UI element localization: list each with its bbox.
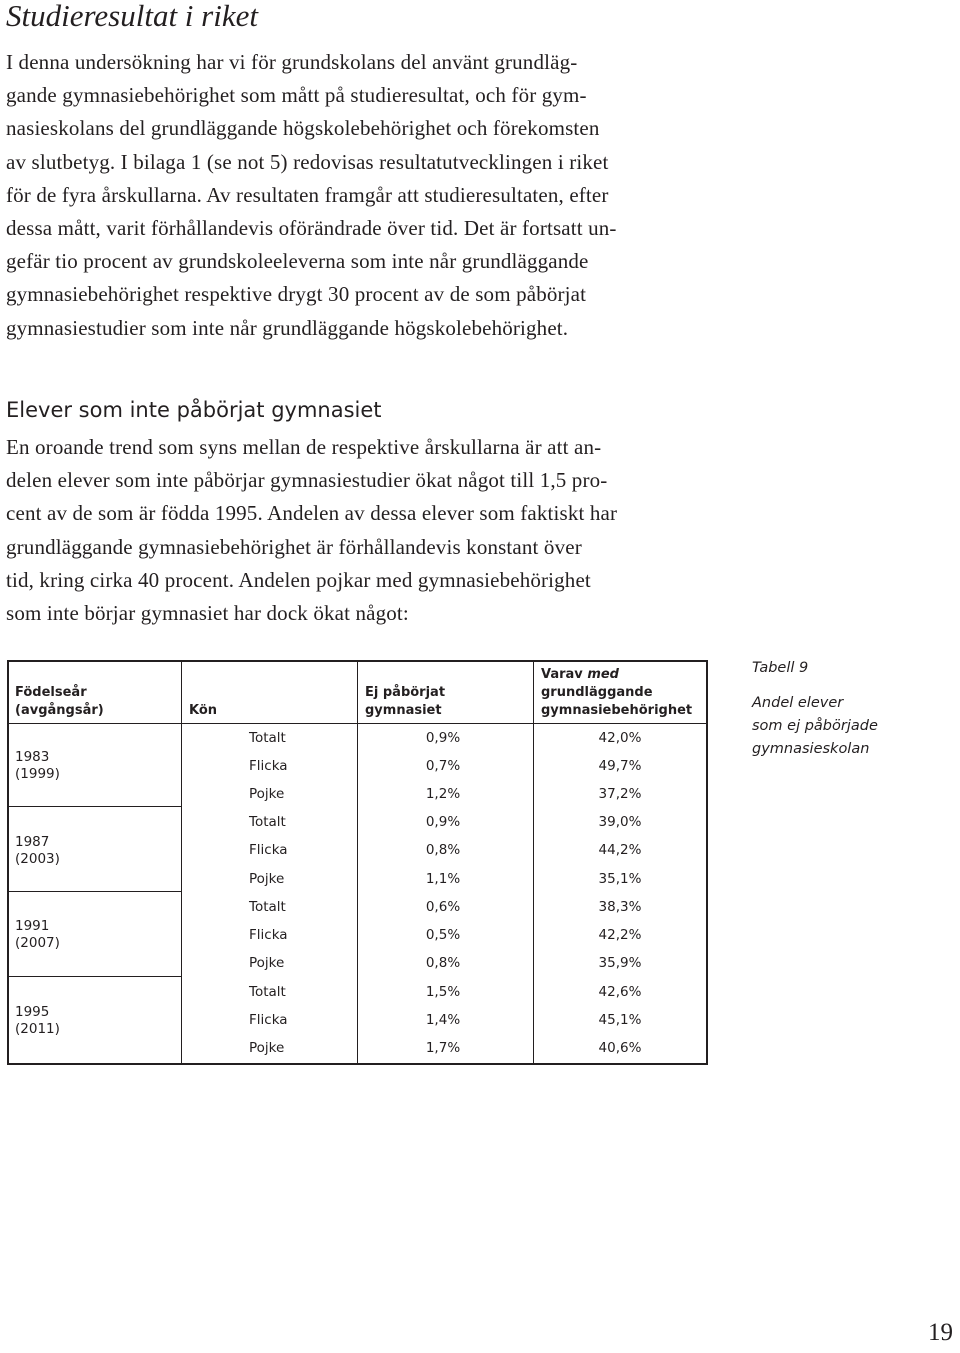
header-line: gymnasiebehörighet: [541, 703, 693, 718]
table-caption-label: Tabell 9: [752, 660, 809, 676]
gender-cell: Flicka: [249, 1012, 288, 1028]
header-line: Födelseår: [15, 685, 87, 700]
caption-line: som ej påbörjade: [752, 718, 878, 734]
paragraph-line: delen elever som inte påbörjar gymnasiestudier ökat något till 1,5 pro-: [6, 468, 608, 493]
gender-cell: Pojke: [249, 786, 285, 802]
eligible-cell: 49,7%: [598, 758, 642, 774]
gender-cell: Pojke: [249, 955, 285, 971]
intro-paragraph: [6, 46, 617, 345]
eligible-cell: 42,2%: [598, 927, 642, 943]
not-started-cell: 1,2%: [425, 786, 461, 802]
not-started-cell: 1,5%: [425, 984, 461, 1000]
not-started-cell: 1,4%: [425, 1012, 461, 1028]
eligible-cell: 39,0%: [598, 814, 642, 830]
birth-year: 1991: [15, 918, 50, 934]
header-text: Varav: [541, 667, 588, 682]
paragraph-line: gefär tio procent av grundskoleeleverna som inte når grundläggande: [6, 249, 589, 274]
header-emphasis: med: [587, 667, 619, 682]
column-divider: [357, 660, 358, 1065]
paragraph-line: cent av de som är födda 1995. Andelen av dessa elever som faktiskt har: [6, 501, 618, 526]
year-divider: [7, 806, 181, 807]
paragraph-line: nasieskolans del grundläggande högskolebehörighet och förekomsten: [6, 116, 600, 141]
page-title: Studieresultat i riket: [6, 0, 258, 33]
caption-line: gymnasieskolan: [752, 741, 870, 757]
gender-cell: Totalt: [249, 899, 286, 915]
graduation-year: (2007): [15, 935, 60, 951]
paragraph-line: för de fyra årskullarna. Av resultaten framgår att studieresultaten, efter: [6, 182, 609, 207]
section-paragraph: [6, 431, 617, 630]
gender-cell: Totalt: [249, 984, 286, 1000]
eligible-cell: 42,6%: [598, 984, 642, 1000]
paragraph-line: tid, kring cirka 40 procent. Andelen pojkar med gymnasiebehörighet: [6, 567, 591, 592]
header-line: Ej påbörjat: [365, 685, 446, 700]
eligible-cell: 42,0%: [598, 730, 642, 746]
table-border-left: [7, 660, 9, 1065]
year-label: [15, 834, 60, 868]
column-divider: [533, 660, 534, 1065]
page-number: 19: [928, 1319, 953, 1346]
eligible-cell: 45,1%: [598, 1012, 642, 1028]
eligible-cell: 38,3%: [598, 899, 642, 915]
table-caption: [752, 692, 878, 761]
gender-cell: Totalt: [249, 730, 286, 746]
year-label: [15, 1004, 60, 1038]
eligible-cell: 37,2%: [598, 786, 642, 802]
graduation-year: (1999): [15, 766, 60, 782]
paragraph-line: En oroande trend som syns mellan de respektive årskullarna är att an-: [6, 435, 602, 459]
year-label: [15, 918, 60, 952]
not-started-cell: 0,7%: [425, 758, 461, 774]
not-started-cell: 0,8%: [425, 842, 461, 858]
not-started-cell: 0,9%: [425, 814, 461, 830]
header-line: grundläggande: [541, 685, 653, 700]
paragraph-line: dessa mått, varit förhållandevis oförändrade över tid. Det är fortsatt un-: [6, 216, 617, 241]
header-line: gymnasiet: [365, 703, 442, 718]
gender-cell: Totalt: [249, 814, 286, 830]
birth-year: 1987: [15, 834, 50, 850]
not-started-cell: 0,6%: [425, 899, 461, 915]
birth-year: 1995: [15, 1004, 50, 1020]
birth-year: 1983: [15, 749, 50, 765]
not-started-cell: 0,8%: [425, 955, 461, 971]
paragraph-line: gande gymnasiebehörighet som mått på studieresultat, och för gym-: [6, 83, 587, 108]
data-table: [7, 660, 708, 1065]
gender-cell: Flicka: [249, 758, 288, 774]
graduation-year: (2003): [15, 851, 60, 867]
eligible-cell: 40,6%: [598, 1040, 642, 1056]
paragraph-line: gymnasiestudier som inte når grundläggande högskolebehörighet.: [6, 315, 569, 340]
paragraph-line: som inte börjar gymnasiet har dock ökat något:: [6, 601, 409, 626]
column-divider: [181, 660, 182, 1065]
header-line: (avgångsår): [15, 703, 104, 718]
year-divider: [7, 891, 181, 892]
not-started-cell: 0,5%: [425, 927, 461, 943]
eligible-cell: 35,9%: [598, 955, 642, 971]
header-gender: Kön: [189, 703, 218, 718]
table-border-right: [706, 660, 708, 1065]
eligible-cell: 35,1%: [598, 871, 642, 887]
header-of-which-eligible: [541, 666, 692, 720]
header-not-started: [365, 684, 445, 720]
header-birth-year: [15, 684, 104, 720]
header-line: [541, 666, 692, 684]
year-divider: [7, 723, 181, 724]
not-started-cell: 1,7%: [425, 1040, 461, 1056]
gender-cell: Flicka: [249, 842, 288, 858]
gender-cell: Pojke: [249, 871, 285, 887]
year-label: [15, 749, 60, 783]
graduation-year: (2011): [15, 1021, 60, 1037]
paragraph-line: I denna undersökning har vi för grundskolans del använt grundläg-: [6, 50, 578, 74]
gender-cell: Flicka: [249, 927, 288, 943]
not-started-cell: 1,1%: [425, 871, 461, 887]
year-divider: [7, 976, 181, 977]
header-divider: [181, 723, 708, 724]
not-started-cell: 0,9%: [425, 730, 461, 746]
paragraph-line: grundläggande gymnasiebehörighet är förhållandevis konstant över: [6, 534, 582, 559]
caption-line: Andel elever: [752, 695, 844, 711]
eligible-cell: 44,2%: [598, 842, 642, 858]
paragraph-line: gymnasiebehörighet respektive drygt 30 procent av de som påbörjat: [6, 282, 587, 307]
gender-cell: Pojke: [249, 1040, 285, 1056]
paragraph-line: av slutbetyg. I bilaga 1 (se not 5) redovisas resultatutvecklingen i riket: [6, 149, 609, 174]
section-heading: Elever som inte påbörjat gymnasiet: [6, 398, 382, 422]
